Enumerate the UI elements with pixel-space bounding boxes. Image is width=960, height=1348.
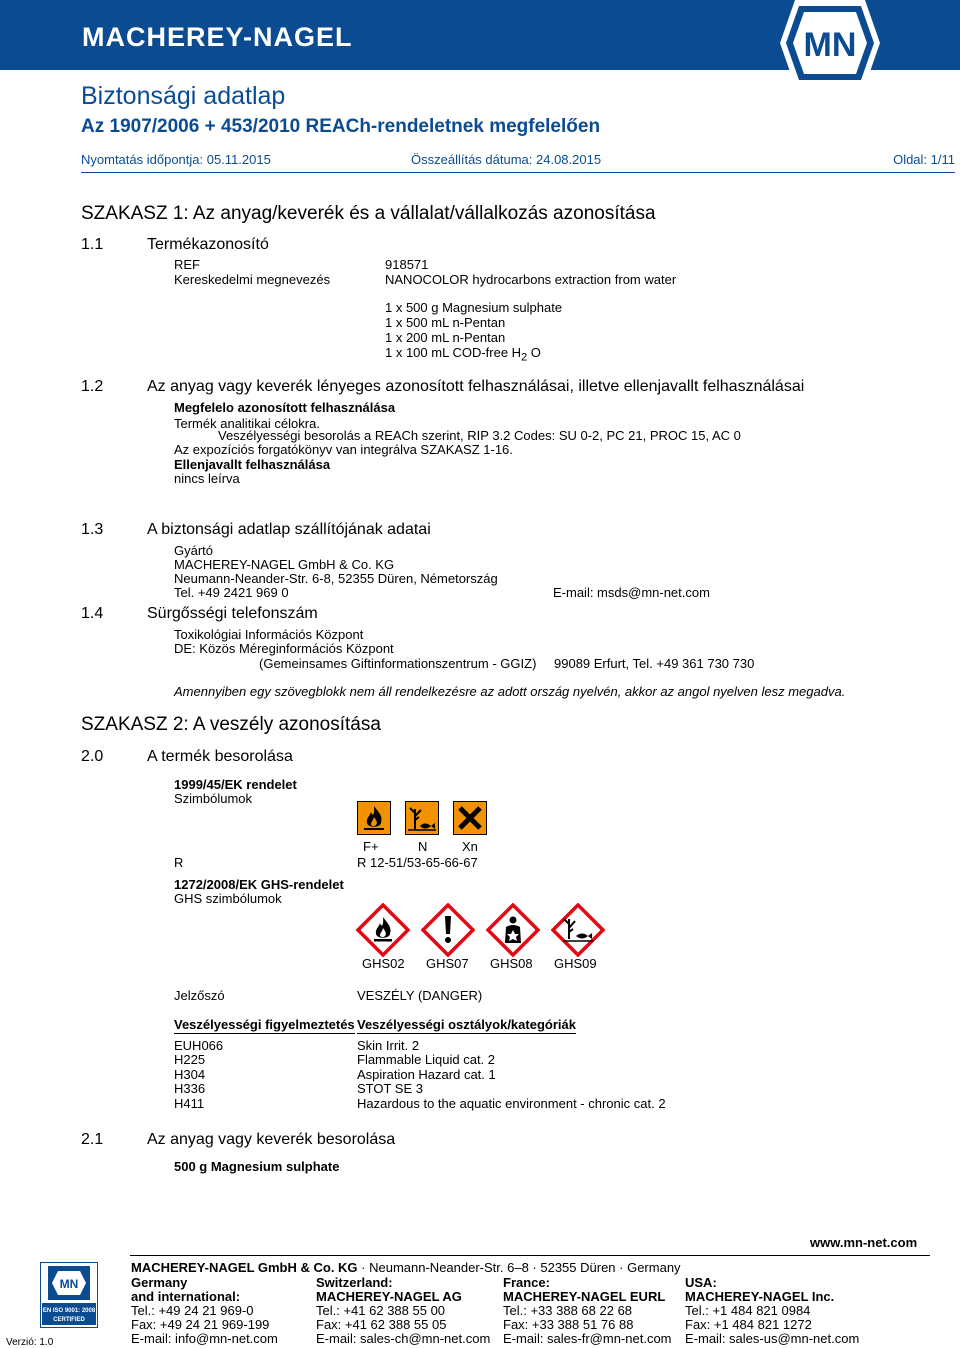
brand-name: MACHEREY-NAGEL [82,22,353,52]
ghs-code: GHS08 [490,956,533,971]
version-label: Verzió: 1.0 [6,1337,54,1348]
symbol-code: F+ [363,839,379,854]
regulation-1272: 1272/2008/EK GHS-rendelet [174,877,344,892]
emergency-phone: 99089 Erfurt, Tel. +49 361 730 730 [554,656,755,671]
page-number: Oldal: 1/11 [893,152,955,167]
footer-col-fax: Fax: +33 388 51 76 88 [503,1317,634,1332]
footer-column-germany [131,1276,278,1346]
mixture-item: 500 g Magnesium sulphate [174,1159,340,1174]
hazard-code: H411 [174,1096,205,1111]
section-2-title: SZAKASZ 2: A veszély azonosítása [81,714,381,735]
ghs07-exclamation-icon [421,903,475,957]
print-info-line [81,152,955,173]
sub-2-1-num: 2.1 [81,1131,104,1148]
footer-col-fax: Fax: +1 484 821 1272 [685,1317,812,1332]
sub-1-4-title: Sürgősségi telefonszám [147,605,318,622]
signal-word-value: VESZÉLY (DANGER) [357,988,483,1003]
footer-column-usa [685,1276,859,1346]
ghs09-environment-icon [551,903,605,957]
footer-col-tel: Tel.: +49 24 21 969-0 [131,1303,254,1318]
contra-heading: Ellenjavallt felhasználása [174,457,331,472]
footer-col-subheading: and international: [131,1289,241,1304]
hazard-code: EUH066 [174,1038,224,1053]
footer-col-tel: Tel.: +1 484 821 0984 [685,1303,811,1318]
uses-line: Veszélyességi besorolás a REACh szerint, RIP 3.2 Codes: SU 0-2, PC 21, PROC 15, AC 0 [218,428,741,443]
symbols-label: Szimbólumok [174,791,253,806]
footer-divider [130,1255,930,1256]
hazard-code: H304 [174,1067,206,1082]
hazard-class: Aspiration Hazard cat. 1 [357,1067,496,1082]
sub-1-3-title: A biztonsági adatlap szállítójának adatai [147,521,431,538]
sub-1-2-num: 1.2 [81,378,104,395]
cross-icon [453,801,487,835]
hazard-class: STOT SE 3 [357,1081,423,1096]
footer-col-heading: USA: [685,1275,717,1290]
content-line: 1 x 200 mL n-Pentan [385,330,506,345]
footer-col-tel: Tel.: +41 62 388 55 00 [316,1303,446,1318]
cod-subscript: 2 [521,351,528,364]
logo-text: MN [803,26,857,64]
flame-icon [357,801,391,835]
footer-col-subheading: MACHEREY-NAGEL Inc. [685,1289,835,1304]
page-title: Biztonsági adatlap [81,82,286,110]
ref-label: REF [174,257,200,272]
footer-col-heading: Germany [131,1275,188,1290]
footer-col-fax: Fax: +41 62 388 55 05 [316,1317,447,1332]
symbol-code: Xn [462,839,478,854]
footer-company-name: MACHEREY-NAGEL GmbH & Co. KG [131,1260,358,1275]
contra-value: nincs leírva [174,471,240,486]
ref-value: 918571 [385,257,429,272]
footer-col-email[interactable]: E-mail: info@mn-net.com [131,1331,278,1346]
hazard-class-header: Veszélyességi osztályok/kategóriák [357,1017,576,1032]
sub-1-1-title: Termékazonosító [147,236,269,253]
supplier-line: MACHEREY-NAGEL GmbH & Co. KG [174,557,395,572]
supplier-line: Gyártó [174,543,214,558]
iso-certified-text: CERTIFIED [53,1317,85,1323]
footer-col-fax: Fax: +49 24 21 969-199 [131,1317,270,1332]
regulation-1999: 1999/45/EK rendelet [174,777,297,792]
footer-column-france [503,1276,672,1346]
mn-logo-icon [780,0,880,86]
cod-text-a: 1 x 100 mL COD-free H [385,345,522,360]
page-subtitle: Az 1907/2006 + 453/2010 REACh-rendeletnek megfelelően [81,116,601,137]
hazard-class: Flammable Liquid cat. 2 [357,1052,496,1067]
ghs-code: GHS09 [554,956,597,971]
content-line: 1 x 500 mL n-Pentan [385,315,506,330]
footer-website[interactable]: www.mn-net.com [810,1235,918,1250]
footer-col-subheading: MACHEREY-NAGEL EURL [503,1289,666,1304]
r-phrases: R 12-51/53-65-66-67 [357,855,478,870]
footer-col-email[interactable]: E-mail: sales-ch@mn-net.com [316,1331,491,1346]
cod-text-b: O [527,345,541,360]
emergency-line: (Gemeinsames Giftinformationszentrum - GGIZ) [259,656,537,671]
hazard-class: Hazardous to the aquatic environment - chronic cat. 2 [357,1096,666,1111]
dead-tree-fish-icon [405,801,439,835]
ghs08-health-hazard-icon [486,903,540,957]
ghs-pictogram-row [356,903,616,962]
symbol-code: N [418,839,428,854]
footer-col-tel: Tel.: +33 388 68 22 68 [503,1303,633,1318]
footer-company-line [131,1260,681,1275]
emergency-line: Toxikológiai Információs Központ [174,627,364,642]
footer-col-heading: Switzerland: [316,1275,393,1290]
signal-word-label: Jelzőszó [174,988,225,1003]
uses-heading: Megfelelo azonosított felhasználása [174,400,396,415]
ghs-code: GHS07 [426,956,469,971]
trade-name-value: NANOCOLOR hydrocarbons extraction from water [385,272,677,287]
sub-2-0-num: 2.0 [81,748,104,765]
footer-company-address: · Neumann-Neander-Str. 6–8 · 52355 Düren · Germany [357,1260,681,1275]
footer-col-heading: France: [503,1275,550,1290]
ghs-symbols-label: GHS szimbólumok [174,891,282,906]
sub-2-1-title: Az anyag vagy keverék besorolása [147,1131,396,1148]
compile-date: Összeállítás dátuma: 24.08.2015 [411,152,602,167]
uses-line: Az expozíciós forgatókönyv van integrálva SZAKASZ 1-16. [174,442,513,457]
emergency-line: DE: Közös Méreginformációs Központ [174,641,394,656]
language-note: Amennyiben egy szövegblokk nem áll rendelkezésre az adott ország nyelvén, akkor az angol nyelven lesz megadva. [174,684,846,699]
footer-col-email[interactable]: E-mail: sales-fr@mn-net.com [503,1331,672,1346]
supplier-line: Neumann-Neander-Str. 6-8, 52355 Düren, Németország [174,571,498,586]
iso-logo-text: MN [59,1277,79,1291]
r-label: R [174,855,184,870]
hazard-code: H225 [174,1052,206,1067]
footer-col-email[interactable]: E-mail: sales-us@mn-net.com [685,1331,860,1346]
sub-2-0-title: A termék besorolása [147,748,293,765]
ghs-code: GHS02 [362,956,405,971]
sub-1-2-title: Az anyag vagy keverék lényeges azonosított felhasználásai, illetve ellenjavallt felhasználásai [147,378,805,395]
content-line: 1 x 500 g Magnesium sulphate [385,300,563,315]
footer-col-subheading: MACHEREY-NAGEL AG [316,1289,462,1304]
footer-column-switzerland [316,1276,490,1346]
sub-1-3-num: 1.3 [81,521,104,538]
uses-line: Termék analitikai célokra. [174,416,320,431]
print-date: Nyomtatás időpontja: 05.11.2015 [81,152,271,167]
section-1-title: SZAKASZ 1: Az anyag/keverék és a vállalat/vállalkozás azonosítása [81,203,656,224]
content-line-cod [385,345,541,364]
hazard-class: Skin Irrit. 2 [357,1038,420,1053]
sub-1-1-num: 1.1 [81,236,104,253]
sub-1-4-num: 1.4 [81,605,104,622]
supplier-email: E-mail: msds@mn-net.com [553,585,710,600]
ghs02-flame-icon [356,903,410,957]
iso-standard-text: EN ISO 9001: 2008 [42,1308,96,1314]
iso-certificate-logo-icon [40,1262,98,1328]
hazard-code: H336 [174,1081,206,1096]
hazard-statement-header: Veszélyességi figyelmeztetés [174,1017,355,1032]
supplier-phone: Tel. +49 2421 969 0 [174,585,289,600]
trade-name-label: Kereskedelmi megnevezés [174,272,331,287]
